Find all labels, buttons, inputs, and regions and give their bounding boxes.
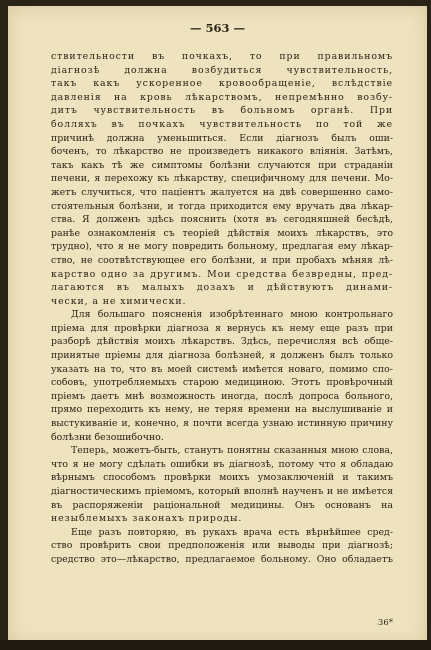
text-line: пріема для провѣрки діагноза я вернусь къ нему еще разъ при (51, 322, 393, 334)
text-line: такъ какъ тѣ же симптомы болѣзни случаются при страданіи (51, 159, 393, 171)
text-line: трудно), что я не могу повредить больному, предлагая ему лѣкар- (51, 241, 393, 253)
text-line: ство, не соотвѣтствующее его болѣзни, и при пробахъ мѣняя лѣ- (51, 254, 393, 266)
text-line: такъ какъ ускоренное кровообращеніе, вслѣдствіе (51, 78, 393, 90)
text-line: что я не могу сдѣлать ошибки въ діагнозѣ, потому что я обладаю (51, 458, 393, 470)
signature-mark: 36* (377, 618, 393, 628)
text-line: незыблемыхъ законахъ природы. (51, 513, 243, 525)
text-line: печени, я перехожу къ лѣкарству, специфичному для печени. Мо- (51, 173, 393, 185)
text-line: діагнозѣ должна возбудиться чувствительность, (51, 64, 393, 76)
text-line: чески, а не химически. (51, 295, 187, 307)
text-line: дитъ чувствительность въ больномъ органѣ. При (51, 105, 393, 117)
text-line: лагаются въ малыхъ дозахъ и дѣйствуютъ динами- (51, 282, 393, 294)
text-line: боченъ, то лѣкарство не произведетъ никакого вліянія. Затѣмъ, (51, 146, 393, 158)
text-line: жетъ случиться, что паціентъ жалуется на двѣ совершенно само- (51, 186, 393, 198)
page-body-text (51, 50, 393, 567)
text-line: Для большаго поясненія изобрѣтеннаго мною контрольнаго (71, 309, 393, 321)
text-line: разборѣ дѣйствія моихъ лѣкарствъ. Здѣсь, перечисляя всѣ обще- (51, 336, 393, 348)
text-line: принятые пріемы для діагноза болѣзней, я долженъ былъ только (51, 350, 393, 362)
text-line: ства. Я долженъ здѣсь пояснить (хотя въ сегодняшней бесѣдѣ, (51, 214, 393, 226)
text-line: карство одно за другимъ. Мои средства безвредны, пред- (51, 268, 393, 280)
text-line: давленія на кровь лѣкарствомъ, непремѣнно возбу- (51, 91, 393, 103)
text-line: болѣзни безошибочно. (51, 431, 164, 443)
text-line: ранѣе ознакомленія съ теоріей дѣйствія моихъ лѣкарствъ, это (51, 227, 393, 239)
text-line: діагностическимъ пріемомъ, который вполнѣ наученъ и не имѣется (51, 486, 393, 497)
text-line: вѣрнымъ способомъ провѣрки моихъ умозаключеній и такимъ (51, 472, 393, 484)
text-line: ство провѣрить свои предположенія или выводы при діагнозѣ; (51, 540, 393, 552)
text-line: выстукиваніе и, конечно, я почти всегда узнаю истинную причину (51, 418, 393, 430)
text-line: причинѣ должна уменьшиться. Если діагнозъ былъ оши- (51, 132, 393, 144)
text-line: указать на то, что въ моей системѣ имѣется новаго, помимо спо- (51, 363, 393, 375)
text-line: ствительности въ почкахъ, то при правильномъ (51, 51, 393, 62)
scan-edge (0, 640, 431, 650)
text-line: прямо переходить къ нему, не теряя времени на выслушиваніе и (51, 404, 393, 416)
text-line: пріемъ даетъ мнѣ возможность иногда, послѣ допроса больного, (51, 390, 393, 402)
text-line: Теперь, можетъ-быть, станутъ понятны сказанныя мною слова, (71, 445, 393, 457)
text-line: Еще разъ повторяю, въ рукахъ врача есть вѣрнѣйшее сред- (71, 526, 393, 538)
page-number: — 563 — (189, 21, 245, 35)
text-line: собовъ, употребляемыхъ старою медициною. Этотъ провѣрочный (51, 377, 393, 389)
text-line: средство это—лѣкарство, предлагаемое больному. Оно обладаетъ (51, 553, 393, 565)
text-line: болляхъ въ почкахъ чувствительность по той же (51, 118, 393, 130)
text-line: стоятельныя болѣзни, и тогда приходится ему вручать два лѣкар- (51, 200, 393, 212)
book-page (8, 6, 427, 644)
text-line: въ распоряженіи раціональной медицины. Онъ основанъ на (51, 499, 393, 511)
